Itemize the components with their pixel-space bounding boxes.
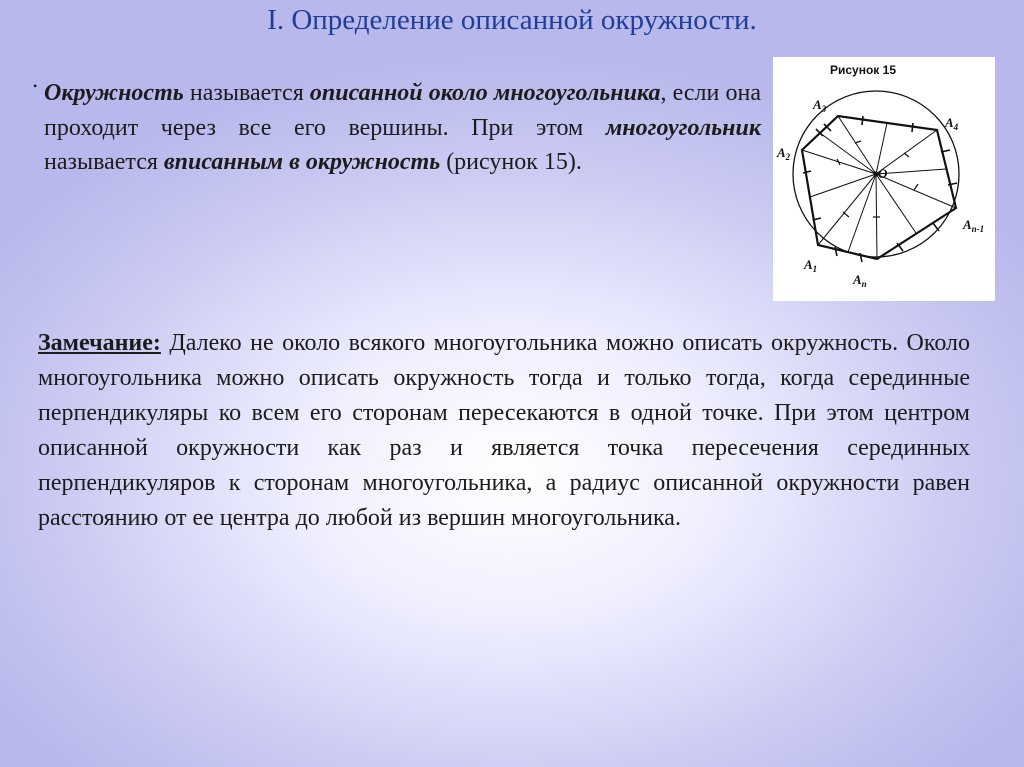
perpendicular-bisectors bbox=[810, 123, 946, 252]
definition-term-inscribed: вписанным в окружность bbox=[163, 149, 441, 175]
label-a1: $A_1$ bbox=[804, 257, 818, 274]
label-a2: $A_2$ bbox=[777, 145, 791, 162]
label-an-1: $A_{n-1}$ bbox=[963, 217, 985, 234]
figure-caption: Рисунок 15 bbox=[830, 63, 896, 77]
note-label: Замечание: bbox=[38, 330, 161, 356]
label-an: $A_n$ bbox=[853, 272, 867, 289]
circumscribed-circle-diagram bbox=[773, 57, 995, 301]
figure-15 bbox=[773, 57, 995, 301]
slide-title: I. Определение описанной окружности. bbox=[267, 4, 757, 36]
note-text: Далеко не около всякого многоугольника можно описать окружность. Около многоугольника можно описать окружность тогда и только тогда, когда серединные перпендикуляры ко всем его сторонам пересекаются в одной точке. При этом центром описанной окружности как раз и является точка пересечения серединных перпендикуляров к сторонам многоугольника, а радиус описанной окружности равен расстоянию от ее центра до любой из вершин многоугольника. bbox=[38, 330, 970, 531]
definition-term-circle: Окружность bbox=[44, 80, 184, 106]
definition-paragraph: Окружность называется описанной около многоугольника, если она проходит через все его вершины. При этом многоугольник называется вписанным в окружность (рисунок 15). bbox=[44, 80, 761, 175]
definition-term-polygon: многоугольник bbox=[605, 114, 761, 141]
label-center-o: O bbox=[878, 166, 888, 181]
bullet-marker: • bbox=[33, 79, 38, 93]
label-a3: $A_3$ bbox=[813, 97, 827, 114]
label-a4: $A_4$ bbox=[945, 115, 959, 132]
inscribed-polygon bbox=[802, 116, 956, 259]
definition-term-circumscribed: описанной около многоугольника bbox=[309, 80, 661, 106]
note-paragraph bbox=[38, 326, 970, 536]
radii bbox=[802, 116, 956, 259]
